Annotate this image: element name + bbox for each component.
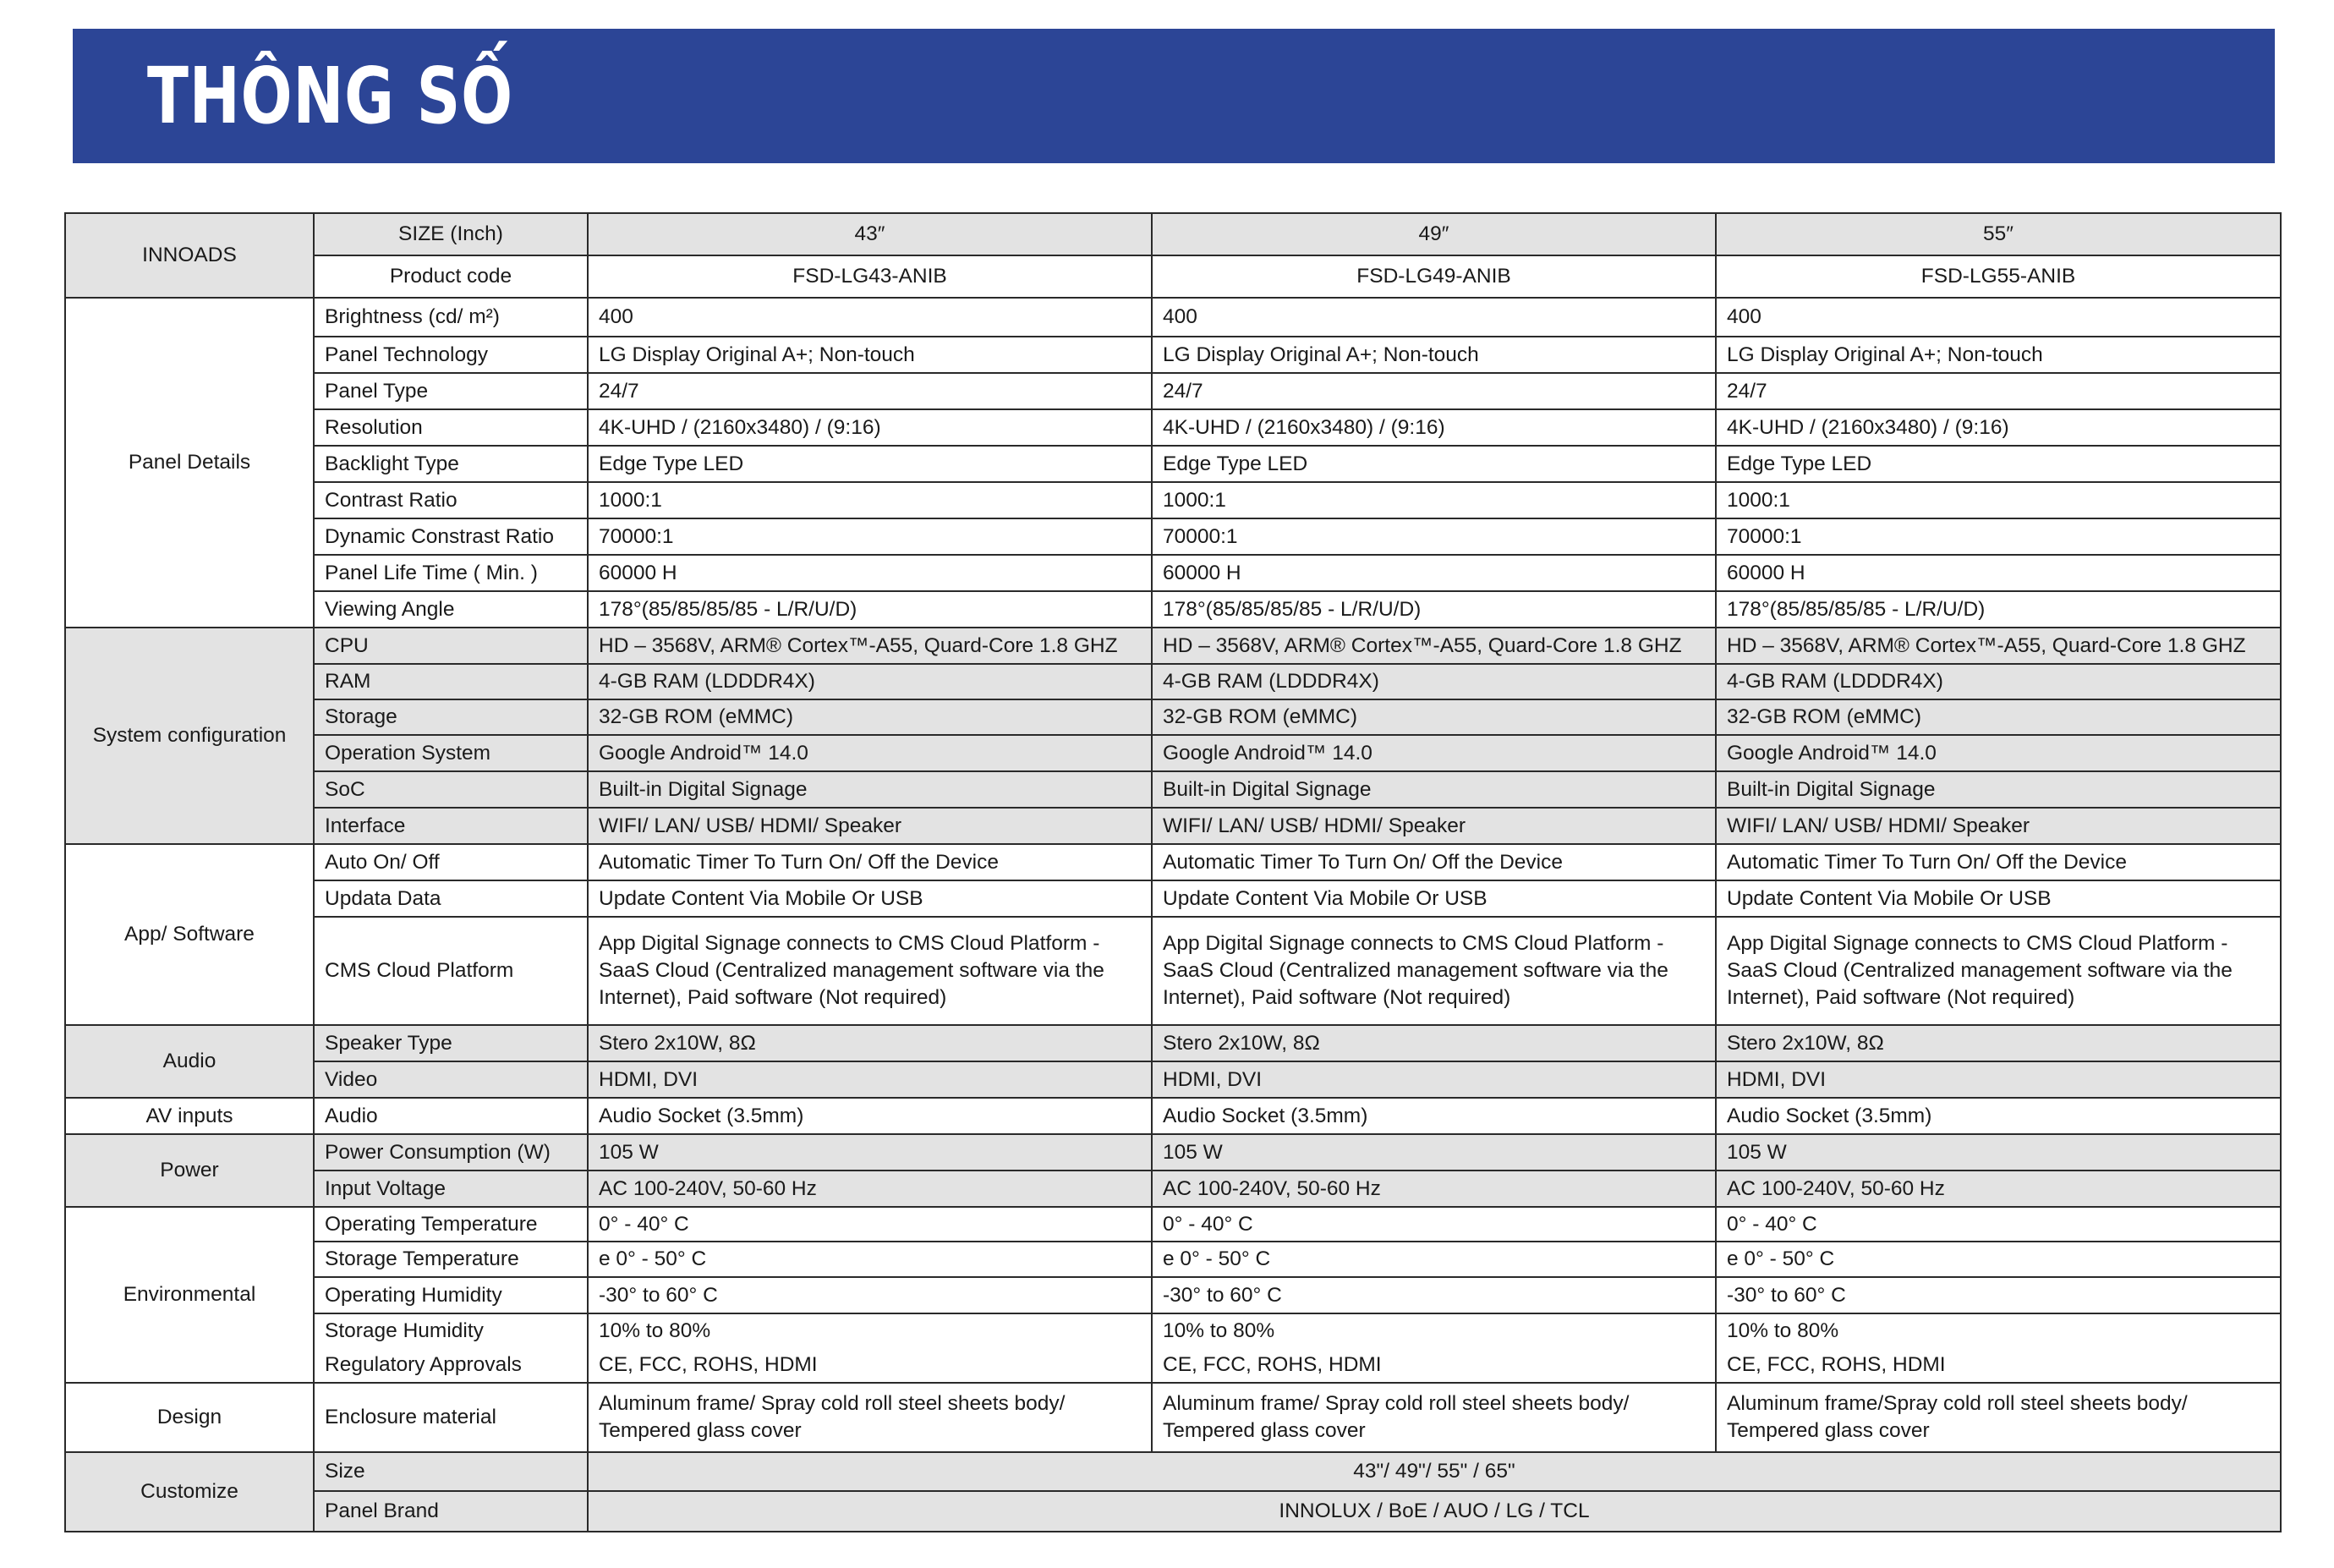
spec-value: 1000:1 bbox=[1152, 482, 1716, 518]
spec-value: Edge Type LED bbox=[1152, 446, 1716, 482]
spec-value: Stero 2x10W, 8Ω bbox=[1152, 1025, 1716, 1061]
spec-value: 60000 H bbox=[588, 555, 1152, 591]
spec-label: Contrast Ratio bbox=[314, 482, 588, 518]
spec-value: 178°(85/85/85/85 - L/R/U/D) bbox=[1716, 591, 2281, 628]
spec-value: Built-in Digital Signage bbox=[588, 771, 1152, 808]
spec-row-panel-tech bbox=[65, 337, 2281, 373]
spec-value: Google Android™ 14.0 bbox=[588, 735, 1152, 771]
spec-value: e 0° - 50° C bbox=[1716, 1242, 2281, 1277]
spec-value: Audio Socket (3.5mm) bbox=[1152, 1098, 1716, 1134]
spec-row-contrast bbox=[65, 482, 2281, 518]
group-system: System configuration bbox=[65, 628, 314, 844]
spec-row-dyn-contrast bbox=[65, 518, 2281, 555]
spec-row-backlight bbox=[65, 446, 2281, 482]
group-panel: Panel Details bbox=[65, 298, 314, 628]
spec-value: 32-GB ROM (eMMC) bbox=[1152, 699, 1716, 735]
spec-label: Input Voltage bbox=[314, 1171, 588, 1207]
spec-value-all: 43"/ 49"/ 55" / 65" bbox=[588, 1452, 2281, 1491]
spec-label: Dynamic Constrast Ratio bbox=[314, 518, 588, 555]
spec-value: LG Display Original A+; Non-touch bbox=[588, 337, 1152, 373]
spec-value: Automatic Timer To Turn On/ Off the Device bbox=[1152, 844, 1716, 880]
spec-value: 32-GB ROM (eMMC) bbox=[1716, 699, 2281, 735]
spec-row-auto-onoff bbox=[65, 844, 2281, 880]
spec-label: Audio bbox=[314, 1098, 588, 1134]
spec-label: Speaker Type bbox=[314, 1025, 588, 1061]
header-row-size bbox=[65, 213, 2281, 255]
spec-value: 24/7 bbox=[1152, 373, 1716, 409]
spec-row-st-temp bbox=[65, 1242, 2281, 1277]
group-app: App/ Software bbox=[65, 844, 314, 1025]
spec-value: LG Display Original A+; Non-touch bbox=[1716, 337, 2281, 373]
brand-cell: INNOADS bbox=[65, 213, 314, 298]
spec-value: 70000:1 bbox=[588, 518, 1152, 555]
spec-value: 60000 H bbox=[1152, 555, 1716, 591]
spec-label: Panel Type bbox=[314, 373, 588, 409]
spec-label: Storage Humidity bbox=[314, 1313, 588, 1347]
spec-row-speaker bbox=[65, 1025, 2281, 1061]
spec-label: Power Consumption (W) bbox=[314, 1134, 588, 1171]
spec-label: Video bbox=[314, 1061, 588, 1098]
spec-row-op-temp bbox=[65, 1207, 2281, 1242]
product-code-value: FSD-LG49-ANIB bbox=[1152, 255, 1716, 298]
spec-label: Panel Life Time ( Min. ) bbox=[314, 555, 588, 591]
spec-value: 105 W bbox=[1716, 1134, 2281, 1171]
spec-value: AC 100-240V, 50-60 Hz bbox=[1152, 1171, 1716, 1207]
spec-value: 178°(85/85/85/85 - L/R/U/D) bbox=[1152, 591, 1716, 628]
spec-value: Automatic Timer To Turn On/ Off the Device bbox=[588, 844, 1152, 880]
spec-label: Interface bbox=[314, 808, 588, 844]
spec-value: 10% to 80% bbox=[1152, 1313, 1716, 1347]
spec-value: CE, FCC, ROHS, HDMI bbox=[1716, 1347, 2281, 1383]
spec-value: App Digital Signage connects to CMS Cloud Platform - SaaS Cloud (Centralized management software via the Internet), Paid software (Not required) bbox=[1716, 917, 2281, 1025]
spec-value: 10% to 80% bbox=[1716, 1313, 2281, 1347]
spec-value: Edge Type LED bbox=[588, 446, 1152, 482]
spec-value: Audio Socket (3.5mm) bbox=[588, 1098, 1152, 1134]
product-code-label: Product code bbox=[314, 255, 588, 298]
spec-value: Built-in Digital Signage bbox=[1152, 771, 1716, 808]
spec-value: Update Content Via Mobile Or USB bbox=[588, 880, 1152, 917]
spec-value: e 0° - 50° C bbox=[588, 1242, 1152, 1277]
spec-value: App Digital Signage connects to CMS Cloud Platform - SaaS Cloud (Centralized management software via the Internet), Paid software (Not required) bbox=[588, 917, 1152, 1025]
spec-value: 105 W bbox=[1152, 1134, 1716, 1171]
spec-value: CE, FCC, ROHS, HDMI bbox=[1152, 1347, 1716, 1383]
spec-value: HDMI, DVI bbox=[588, 1061, 1152, 1098]
spec-value: 0° - 40° C bbox=[1716, 1207, 2281, 1242]
group-design: Design bbox=[65, 1383, 314, 1452]
spec-label: Operation System bbox=[314, 735, 588, 771]
spec-label: Operating Humidity bbox=[314, 1277, 588, 1313]
spec-value: HDMI, DVI bbox=[1716, 1061, 2281, 1098]
spec-value: Audio Socket (3.5mm) bbox=[1716, 1098, 2281, 1134]
spec-value: HD – 3568V, ARM® Cortex™-A55, Quard-Core 1.8 GHZ bbox=[1716, 628, 2281, 664]
spec-label: CMS Cloud Platform bbox=[314, 917, 588, 1025]
product-code-value: FSD-LG55-ANIB bbox=[1716, 255, 2281, 298]
spec-label: Resolution bbox=[314, 409, 588, 446]
page-title: THÔNG SỐ bbox=[147, 51, 513, 141]
group-av: AV inputs bbox=[65, 1098, 314, 1134]
spec-value: 24/7 bbox=[1716, 373, 2281, 409]
group-env: Environmental bbox=[65, 1207, 314, 1383]
spec-row-op-hum bbox=[65, 1277, 2281, 1313]
spec-value: WIFI/ LAN/ USB/ HDMI/ Speaker bbox=[588, 808, 1152, 844]
spec-value: AC 100-240V, 50-60 Hz bbox=[1716, 1171, 2281, 1207]
spec-value-all: INNOLUX / BoE / AUO / LG / TCL bbox=[588, 1491, 2281, 1532]
spec-value: -30° to 60° C bbox=[1152, 1277, 1716, 1313]
spec-value: 4K-UHD / (2160x3480) / (9:16) bbox=[1716, 409, 2281, 446]
spec-row-panel-type bbox=[65, 373, 2281, 409]
spec-value: Google Android™ 14.0 bbox=[1152, 735, 1716, 771]
header-banner bbox=[73, 29, 2275, 163]
spec-label: Viewing Angle bbox=[314, 591, 588, 628]
spec-value: Aluminum frame/ Spray cold roll steel sheets body/ Tempered glass cover bbox=[588, 1383, 1152, 1452]
spec-value: Built-in Digital Signage bbox=[1716, 771, 2281, 808]
spec-value: 10% to 80% bbox=[588, 1313, 1152, 1347]
spec-value: Edge Type LED bbox=[1716, 446, 2281, 482]
spec-value: CE, FCC, ROHS, HDMI bbox=[588, 1347, 1152, 1383]
spec-value: 70000:1 bbox=[1716, 518, 2281, 555]
spec-label: Size bbox=[314, 1452, 588, 1491]
spec-value: 4-GB RAM (LDDDR4X) bbox=[588, 664, 1152, 699]
spec-row-cust-brand bbox=[65, 1491, 2281, 1532]
spec-row-video bbox=[65, 1061, 2281, 1098]
spec-value: App Digital Signage connects to CMS Cloud Platform - SaaS Cloud (Centralized management software via the Internet), Paid software (Not required) bbox=[1152, 917, 1716, 1025]
spec-value: 400 bbox=[1152, 298, 1716, 337]
spec-value: Stero 2x10W, 8Ω bbox=[588, 1025, 1152, 1061]
spec-label: Auto On/ Off bbox=[314, 844, 588, 880]
spec-row-enclosure bbox=[65, 1383, 2281, 1452]
group-power: Power bbox=[65, 1134, 314, 1207]
spec-row-storage bbox=[65, 699, 2281, 735]
spec-label: Panel Brand bbox=[314, 1491, 588, 1532]
spec-value: AC 100-240V, 50-60 Hz bbox=[588, 1171, 1152, 1207]
spec-label: Brightness (cd/ m²) bbox=[314, 298, 588, 337]
spec-value: 4K-UHD / (2160x3480) / (9:16) bbox=[588, 409, 1152, 446]
spec-value: Aluminum frame/Spray cold roll steel sheets body/ Tempered glass cover bbox=[1716, 1383, 2281, 1452]
spec-label: Storage Temperature bbox=[314, 1242, 588, 1277]
spec-value: -30° to 60° C bbox=[588, 1277, 1152, 1313]
spec-value: 105 W bbox=[588, 1134, 1152, 1171]
spec-value: HD – 3568V, ARM® Cortex™-A55, Quard-Core 1.8 GHZ bbox=[1152, 628, 1716, 664]
spec-table bbox=[64, 212, 2282, 1532]
size-value: 43″ bbox=[588, 213, 1152, 255]
spec-value: Aluminum frame/ Spray cold roll steel sheets body/ Tempered glass cover bbox=[1152, 1383, 1716, 1452]
spec-label: Backlight Type bbox=[314, 446, 588, 482]
spec-value: 32-GB ROM (eMMC) bbox=[588, 699, 1152, 735]
spec-value: 24/7 bbox=[588, 373, 1152, 409]
spec-label: Regulatory Approvals bbox=[314, 1347, 588, 1383]
spec-value: Update Content Via Mobile Or USB bbox=[1152, 880, 1716, 917]
product-code-value: FSD-LG43-ANIB bbox=[588, 255, 1152, 298]
spec-row-ram bbox=[65, 664, 2281, 699]
spec-value: Stero 2x10W, 8Ω bbox=[1716, 1025, 2281, 1061]
spec-row-cust-size bbox=[65, 1452, 2281, 1491]
spec-value: Update Content Via Mobile Or USB bbox=[1716, 880, 2281, 917]
spec-row-life bbox=[65, 555, 2281, 591]
spec-label: Panel Technology bbox=[314, 337, 588, 373]
spec-value: 400 bbox=[1716, 298, 2281, 337]
spec-value: Google Android™ 14.0 bbox=[1716, 735, 2281, 771]
spec-value: 4-GB RAM (LDDDR4X) bbox=[1716, 664, 2281, 699]
spec-value: e 0° - 50° C bbox=[1152, 1242, 1716, 1277]
spec-value: 0° - 40° C bbox=[1152, 1207, 1716, 1242]
spec-row-audio-in bbox=[65, 1098, 2281, 1134]
group-customize: Customize bbox=[65, 1452, 314, 1532]
spec-row-interface bbox=[65, 808, 2281, 844]
spec-label: Storage bbox=[314, 699, 588, 735]
size-label: SIZE (Inch) bbox=[314, 213, 588, 255]
spec-row-soc bbox=[65, 771, 2281, 808]
spec-value: LG Display Original A+; Non-touch bbox=[1152, 337, 1716, 373]
spec-value: WIFI/ LAN/ USB/ HDMI/ Speaker bbox=[1152, 808, 1716, 844]
spec-label: RAM bbox=[314, 664, 588, 699]
group-audio: Audio bbox=[65, 1025, 314, 1098]
spec-row-approvals bbox=[65, 1347, 2281, 1383]
spec-row-st-hum bbox=[65, 1313, 2281, 1347]
spec-row-os bbox=[65, 735, 2281, 771]
spec-value: 4K-UHD / (2160x3480) / (9:16) bbox=[1152, 409, 1716, 446]
spec-row-brightness bbox=[65, 298, 2281, 337]
spec-value: 400 bbox=[588, 298, 1152, 337]
spec-value: Automatic Timer To Turn On/ Off the Device bbox=[1716, 844, 2281, 880]
spec-value: 0° - 40° C bbox=[588, 1207, 1152, 1242]
spec-value: 60000 H bbox=[1716, 555, 2281, 591]
spec-label: CPU bbox=[314, 628, 588, 664]
spec-row-resolution bbox=[65, 409, 2281, 446]
spec-value: -30° to 60° C bbox=[1716, 1277, 2281, 1313]
header-row-code bbox=[65, 255, 2281, 298]
spec-row-cms bbox=[65, 917, 2281, 1025]
spec-row-voltage bbox=[65, 1171, 2281, 1207]
spec-label: SoC bbox=[314, 771, 588, 808]
spec-row-power-cons bbox=[65, 1134, 2281, 1171]
spec-value: HDMI, DVI bbox=[1152, 1061, 1716, 1098]
spec-label: Operating Temperature bbox=[314, 1207, 588, 1242]
spec-row-update bbox=[65, 880, 2281, 917]
spec-value: 1000:1 bbox=[588, 482, 1152, 518]
spec-value: HD – 3568V, ARM® Cortex™-A55, Quard-Core 1.8 GHZ bbox=[588, 628, 1152, 664]
size-value: 49″ bbox=[1152, 213, 1716, 255]
spec-label: Updata Data bbox=[314, 880, 588, 917]
spec-value: 70000:1 bbox=[1152, 518, 1716, 555]
spec-value: 1000:1 bbox=[1716, 482, 2281, 518]
size-value: 55″ bbox=[1716, 213, 2281, 255]
spec-label: Enclosure material bbox=[314, 1383, 588, 1452]
spec-value: 178°(85/85/85/85 - L/R/U/D) bbox=[588, 591, 1152, 628]
spec-value: 4-GB RAM (LDDDR4X) bbox=[1152, 664, 1716, 699]
spec-row-cpu bbox=[65, 628, 2281, 664]
spec-value: WIFI/ LAN/ USB/ HDMI/ Speaker bbox=[1716, 808, 2281, 844]
spec-row-viewing bbox=[65, 591, 2281, 628]
